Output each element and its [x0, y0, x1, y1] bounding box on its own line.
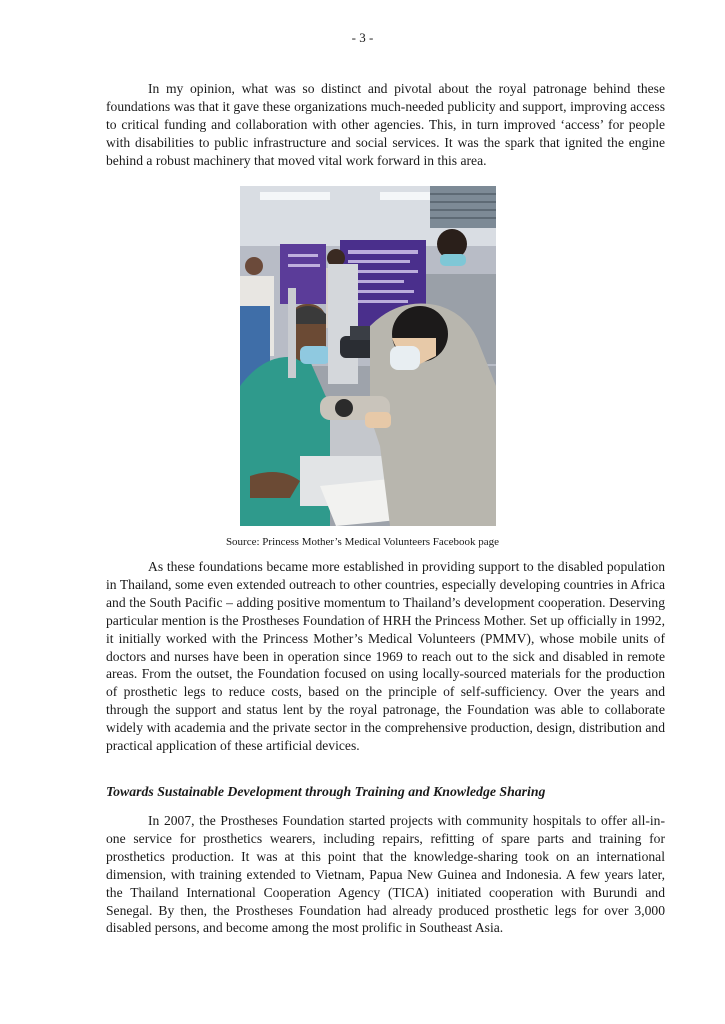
figure-caption: Source: Princess Mother’s Medical Volunteers Facebook page — [225, 536, 500, 548]
paragraph-prostheses-foundation: As these foundations became more established in providing support to the disabled population in Thailand, some even extended outreach to other countries, especially developing countries in Africa and the South Pacific – adding positive momentum to Thailand’s development cooperation. Deserving particular mention is the Prostheses Foundation of HRH the Princess Mother. Set up officially in 1992, it initially worked with the Princess Mother’s Medical Volunteers (PMMV), whose mobile units of doctors and nurses have been in operation since 1969 to reach out to the sick and disabled in remote areas. From the outset, the Foundation focused on using locally-sourced materials for the production of prosthetic legs to reduce costs, based on the principle of self-sufficiency. Over the years and through the support and status lent by the royal patronage, the Foundation was able to collaborate widely with academia and the private sector in the comprehensive production, design, distribution and practical application of these artificial devices. — [106, 559, 665, 754]
section-heading: Towards Sustainable Development through Training and Knowledge Sharing — [106, 784, 546, 799]
paragraph-royal-patronage: In my opinion, what was so distinct and pivotal about the royal patronage behind these foundations was that it gave these organizations much-needed publicity and support, improving access to critical funding and collaboration with other agencies. This, in turn improved ‘access’ for people with disabilities to public infrastructure and social services. It was the spark that ignited the engine behind a robust machinery that moved vital work forward in this area. — [106, 81, 665, 168]
paragraph-knowledge-sharing: In 2007, the Prostheses Foundation started projects with community hospitals to offer all-in-one service for prosthetics wearers, including repairs, refitting of spare parts and training for prosthetics production. It was at this point that the knowledge-sharing took on an international dimension, with training extended to Vietnam, Papua New Guinea and Indonesia. A few years later, the Thailand International Cooperation Agency (TICA) initiated cooperation with Burundi and Senegal. By then, the Prostheses Foundation had already produced prosthetic legs for over 3,000 disabled persons, and become among the most prolific in Southeast Asia. — [106, 813, 665, 936]
eye-exam-photo — [240, 186, 496, 526]
page-number: - 3 - — [351, 30, 374, 45]
